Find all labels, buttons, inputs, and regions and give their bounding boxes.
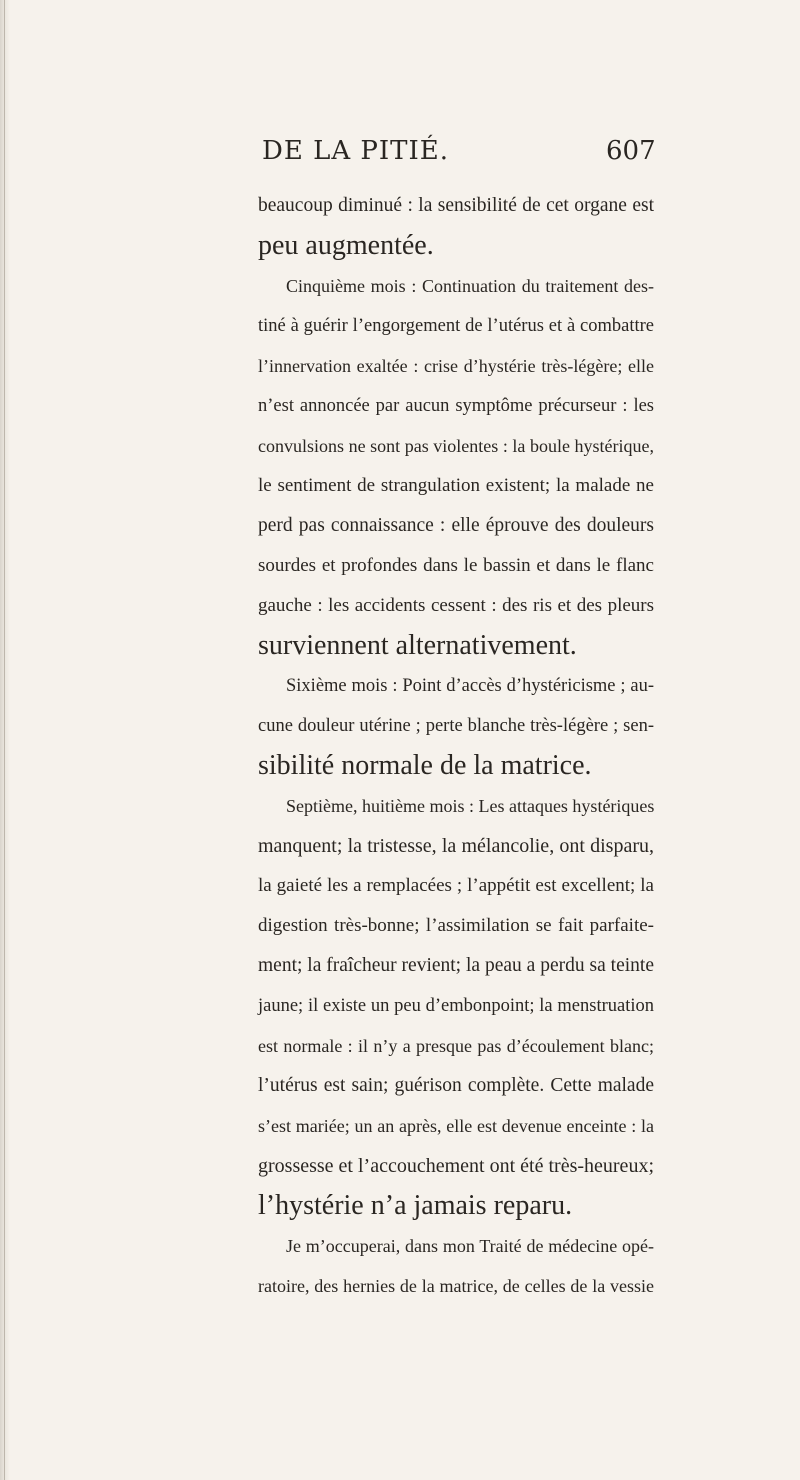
text-line: n’est annoncée par aucun symptôme précurseur : les <box>258 396 654 416</box>
running-head-title: DE LA PITIÉ. <box>262 136 450 166</box>
text-line: Septième, huitième mois : Les attaques hystériques <box>286 796 655 816</box>
text-line: ratoire, des hernies de la matrice, de celles de la vessie <box>258 1276 654 1296</box>
text-line: beaucoup diminué : la sensibilité de cet organe est <box>258 195 654 216</box>
text-line: cune douleur utérine ; perte blanche très-légère ; sen- <box>258 716 654 736</box>
text-line: l’hystérie n’a jamais reparu. <box>258 1190 573 1221</box>
text-line: tiné à guérir l’engorgement de l’utérus et à combattre <box>258 316 654 336</box>
text-line: sibilité normale de la matrice. <box>258 750 592 781</box>
text-line: convulsions ne sont pas violentes : la boule hystérique, <box>258 436 654 456</box>
text-line: jaune; il existe un peu d’embonpoint; la menstruation <box>258 996 654 1016</box>
text-line: digestion très-bonne; l’assimilation se fait parfaite- <box>258 915 654 936</box>
text-line: est normale : il n’y a presque pas d’écoulement blanc; <box>258 1036 654 1056</box>
text-line: l’utérus est sain; guérison complète. Cette malade <box>258 1075 654 1096</box>
text-line: gauche : les accidents cessent : des ris et des pleurs <box>258 595 654 616</box>
text-line: sourdes et profondes dans le bassin et dans le flanc <box>258 555 654 576</box>
text-line: peu augmentée. <box>258 230 434 261</box>
text-line: l’innervation exaltée : crise d’hystérie très-légère; elle <box>258 356 654 376</box>
text-line: Sixième mois : Point d’accès d’hystéricisme ; au- <box>286 676 654 696</box>
running-head <box>0 136 800 176</box>
text-line: Cinquième mois : Continuation du traitement des- <box>286 276 654 296</box>
text-line: Je m’occuperai, dans mon Traité de médecine opé- <box>286 1236 654 1256</box>
page-binding-line <box>4 0 5 1480</box>
page-binding-edge <box>0 0 10 1480</box>
text-line: s’est mariée; un an après, elle est devenue enceinte : la <box>258 1116 654 1136</box>
page-number: 607 <box>606 136 656 166</box>
text-line: le sentiment de strangulation existent; la malade ne <box>258 475 654 496</box>
text-line: grossesse et l’accouchement ont été très-heureux; <box>258 1155 654 1177</box>
text-line: manquent; la tristesse, la mélancolie, ont disparu, <box>258 835 654 857</box>
text-line: perd pas connaissance : elle éprouve des douleurs <box>258 515 654 536</box>
text-line: ment; la fraîcheur revient; la peau a perdu sa teinte <box>258 955 654 976</box>
text-line: la gaieté les a remplacées ; l’appétit est excellent; la <box>258 875 654 896</box>
text-line: surviennent alternativement. <box>258 630 577 661</box>
